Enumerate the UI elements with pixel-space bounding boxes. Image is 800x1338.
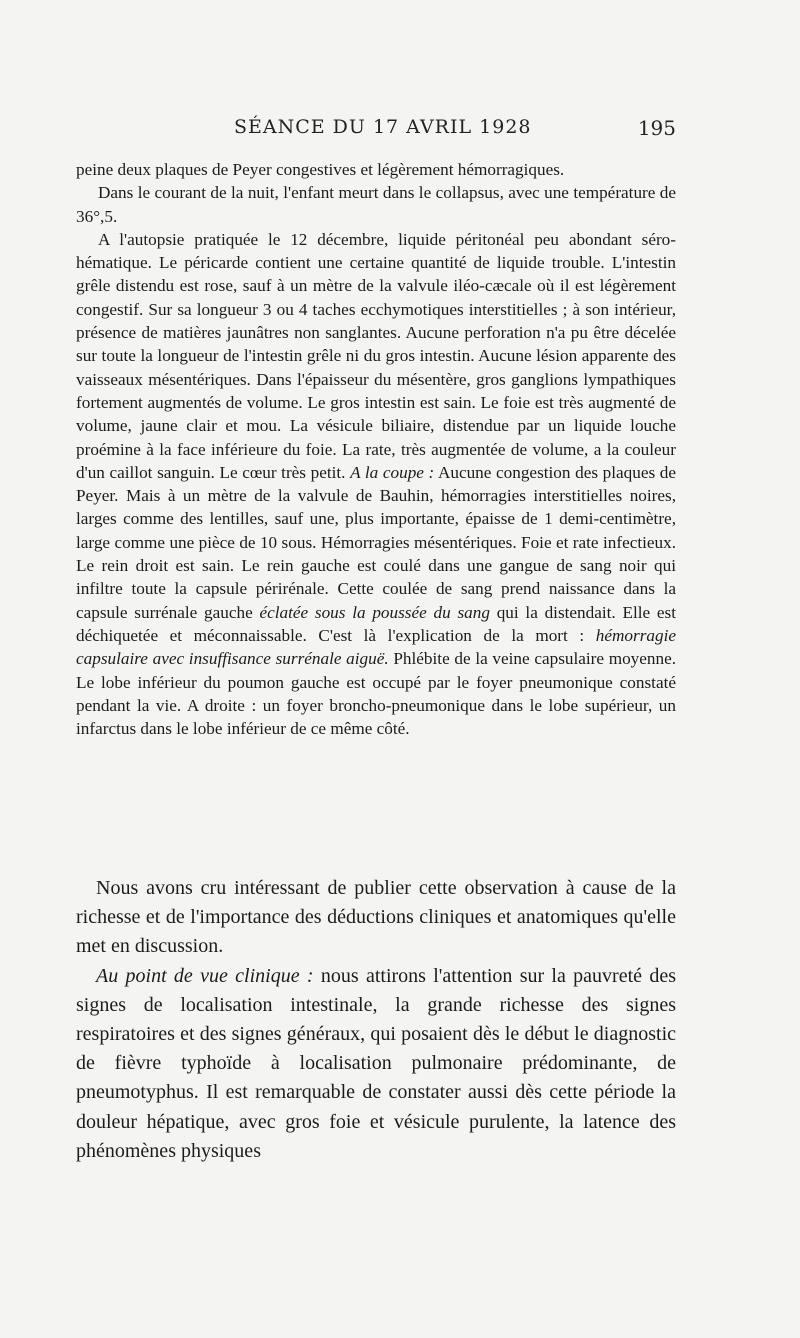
observation-paragraph-autopsy [76, 228, 676, 741]
discussion-text [76, 874, 676, 1166]
observation-paragraph-death: Dans le courant de la nuit, l'enfant meurt dans le collapsus, avec une température de 36°,5. [76, 183, 676, 226]
clinical-italic-heading: Au point de vue clinique : [96, 964, 314, 987]
running-title: SÉANCE DU 17 AVRIL 1928 [234, 116, 532, 138]
autopsy-text-3: qui la distendait. Elle est déchiquetée et méconnaissable. C'est là l'explication de la mort : [76, 602, 676, 645]
autopsy-italic-coupe: A la coupe : [350, 462, 435, 482]
autopsy-text-2: Aucune congestion des plaques de Peyer. Mais à un mètre de la valvule de Bauhin, hémorragies interstitielles noires, larges comme des lentilles, sauf une, plus importante, épaisse de 1 demi-centimètre, large comme une pièce de 10 sous. Hémorragies mésentériques. Foie et rate infectieux. Le rein droit est sain. Le rein gauche est coulé dans une gangue de sang noir qui infiltre toute la capsule périrénale. Cette coulée de sang prend naissance dans la capsule surrénale gauche [76, 462, 676, 622]
autopsy-text-4: Phlébite de la veine capsulaire moyenne. Le lobe inférieur du poumon gauche est occupé par le foyer pneumonique constaté pendant la vie. A droite : un foyer broncho-pneumonique dans le lobe supérieur, un infarctus dans le lobe inférieur de ce même côté. [76, 649, 677, 739]
discussion-paragraph-intro: Nous avons cru intéressant de publier cette observation à cause de la richesse et de l'importance des déductions cliniques et anatomiques qu'elle met en discussion. [76, 877, 676, 958]
discussion-paragraph-clinical [76, 962, 676, 1166]
autopsy-italic-hemorragie: hémorragie capsulaire avec insuffisance surrénale aiguë. [76, 625, 676, 669]
observation-paragraph-continued: peine deux plaques de Peyer congestives et légèrement hémorragiques. [76, 160, 565, 179]
clinical-text: nous attirons l'attention sur la pauvreté des signes de localisation intestinale, la grande richesse des signes respiratoires et des signes généraux, qui posaient dès le début le diagnostic de fièvre typhoïde à localisation pulmonaire prédominante, de pneumotyphus. Il est remarquable de constater aussi dès cette période la douleur hépatique, avec gros foie et vésicule purulente, la latence des phénomènes physiques [76, 964, 676, 1162]
page-number: 195 [637, 116, 676, 140]
autopsy-italic-eclatee: éclatée sous la poussée du sang [259, 602, 490, 622]
running-header [76, 116, 676, 140]
observation-text [76, 158, 676, 740]
autopsy-text-1: A l'autopsie pratiquée le 12 décembre, liquide péritonéal peu abondant séro-hématique. Le péricarde contient une certaine quantité de liquide trouble. L'intestin grêle distendu est rose, sauf à un mètre de la valvule iléo-cæcale où il est légèrement congestif. Sur sa longueur 3 ou 4 taches ecchymotiques interstitielles ; à son intérieur, présence de matières jaunâtres non sanglantes. Aucune perforation n'a pu être décelée sur toute la longueur de l'intestin grêle ni du gros intestin. Aucune lésion apparente des vaisseaux mésentériques. Dans l'épaisseur du mésentère, gros ganglions lympathiques fortement augmentés de volume. Le gros intestin est sain. Le foie est très augmenté de volume, jaune clair et mou. La vésicule biliaire, distendue par un liquide louche proémine à la face inférieure du foie. La rate, très augmentée de volume, a la couleur d'un caillot sanguin. Le cœur très petit. [76, 229, 676, 482]
